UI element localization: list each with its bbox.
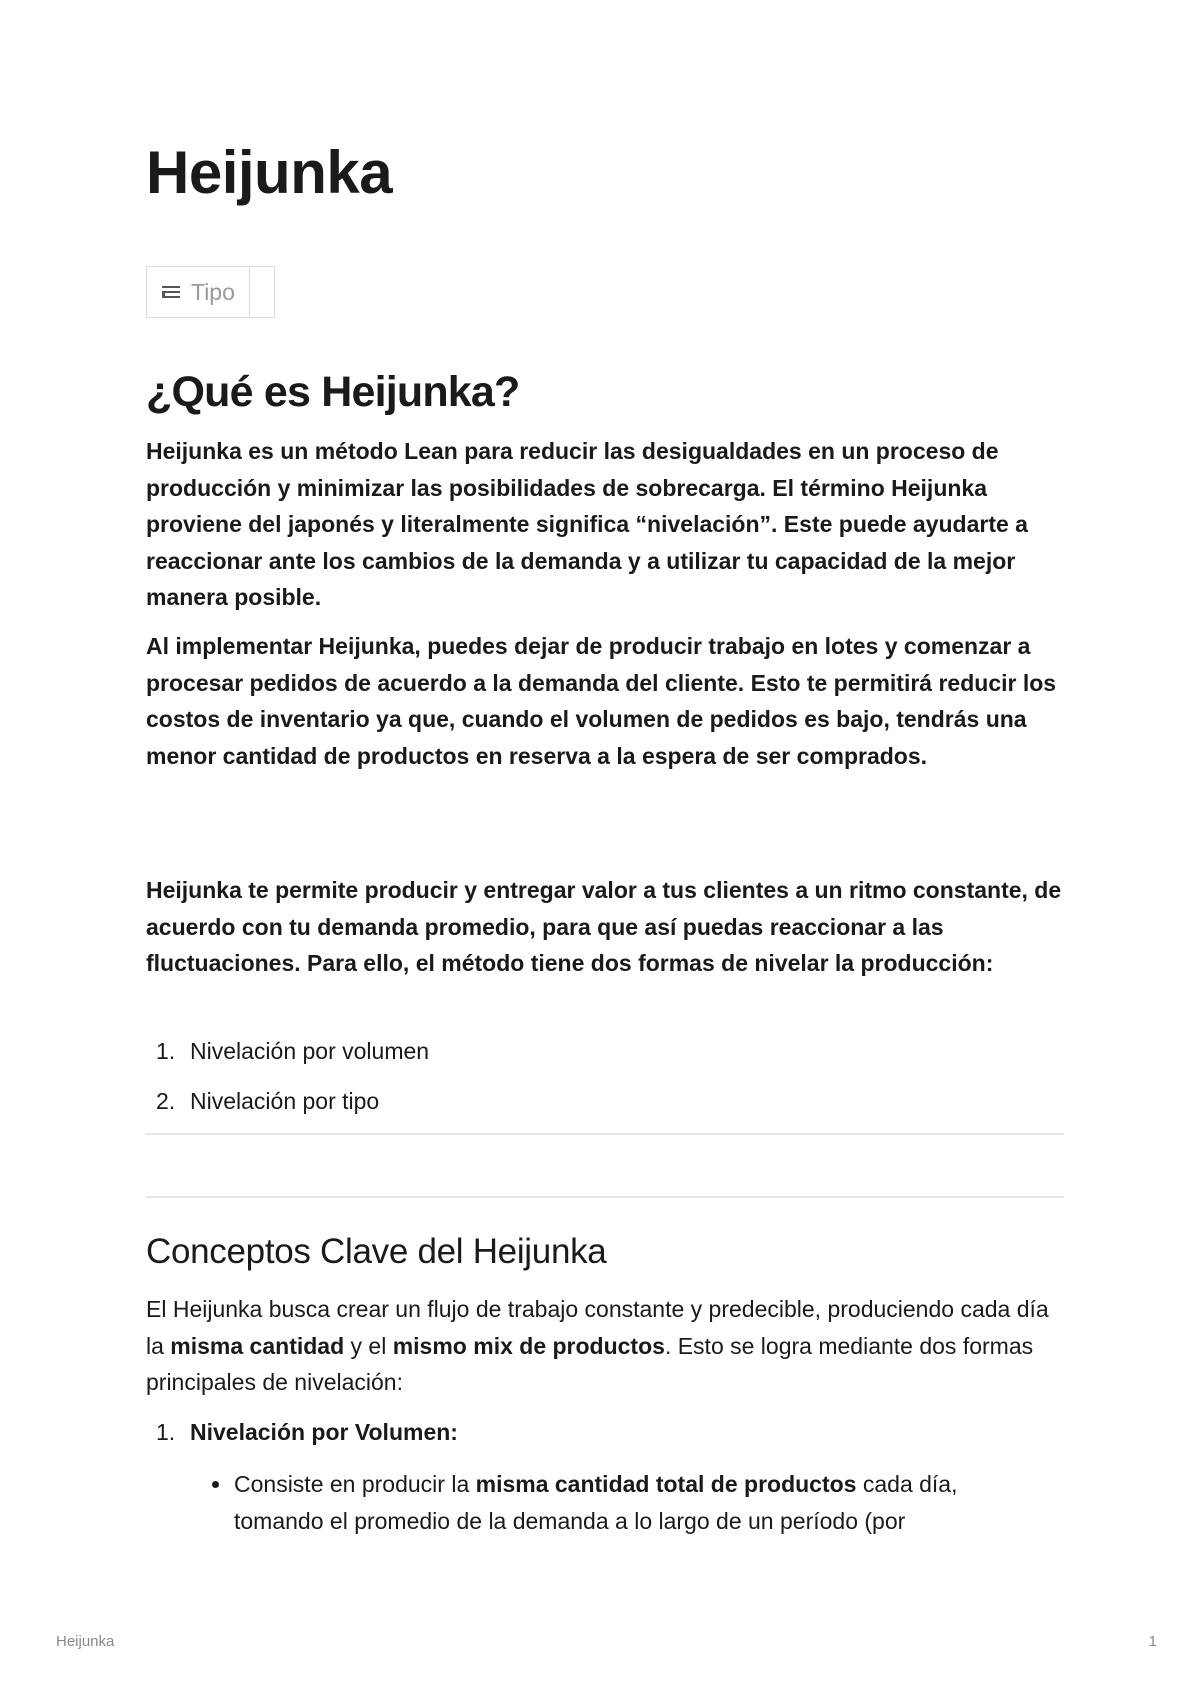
list-text: Nivelación por Volumen: <box>190 1419 458 1445</box>
property-tipo[interactable] <box>147 267 250 317</box>
footer-title: Heijunka <box>56 1633 115 1650</box>
text-run: . Esto se logra mediante dos formas principales de nivelación: <box>146 1332 1034 1395</box>
property-label: Tipo <box>191 278 235 305</box>
emphasis: mismo mix de productos <box>392 1332 665 1359</box>
divider <box>146 1133 1064 1135</box>
paragraph: Heijunka te permite producir y entregar valor a tus clientes a un ritmo constante, de acuerdo con tu demanda promedio, para que así puedas reaccionar a las fluctuaciones. Para ello, el método tiene dos formas de nivelar la producción: <box>146 877 1062 976</box>
bullet-item <box>156 1466 1016 1540</box>
paragraph: Al implementar Heijunka, puedes dejar de producir trabajo en lotes y comenzar a procesar pedidos de acuerdo a la demanda del cliente. Esto te permitirá reducir los costos de inventario ya que, cuando el volumen de pedidos es bajo, tendrás una menor cantidad de productos en reserva a la espera de ser comprados. <box>146 633 1057 769</box>
emphasis: misma cantidad <box>170 1332 345 1359</box>
text-run: y el <box>344 1332 393 1359</box>
paragraph <box>146 1291 1064 1401</box>
property-table <box>146 266 275 318</box>
text-run: Consiste en producir la <box>234 1471 476 1497</box>
text-run: cada día, tomando el promedio de la demanda a lo largo de un período (por <box>234 1471 958 1534</box>
page-title: Heijunka <box>146 139 393 206</box>
paragraph: Heijunka es un método Lean para reducir las desigualdades en un proceso de producción y minimizar las posibilidades de sobrecarga. El término Heijunka proviene del japonés y literalmente significa “nivelación”. Este puede ayudarte a reaccionar ante los cambios de la demanda y a utilizar tu capacidad de la mejor manera posible. <box>146 438 1028 610</box>
list-text: Nivelación por tipo <box>190 1088 380 1114</box>
text-run: El Heijunka busca crear un flujo de trabajo constante y predecible, produciendo cada día la <box>146 1296 1049 1359</box>
list-number: 1. <box>156 1419 176 1445</box>
list-number: 2. <box>156 1088 176 1114</box>
list-item <box>156 1083 379 1119</box>
property-value[interactable] <box>250 267 274 317</box>
page-number: 1 <box>1148 1633 1157 1650</box>
list-icon <box>161 284 181 300</box>
section-heading: ¿Qué es Heijunka? <box>146 368 520 416</box>
emphasis: misma cantidad total de productos <box>475 1471 857 1497</box>
section-heading: Conceptos Clave del Heijunka <box>146 1232 607 1271</box>
list-text: Nivelación por volumen <box>190 1038 430 1064</box>
list-item <box>156 1414 458 1450</box>
list-number: 1. <box>156 1038 176 1064</box>
list-item <box>156 1033 429 1069</box>
divider <box>146 1196 1064 1198</box>
